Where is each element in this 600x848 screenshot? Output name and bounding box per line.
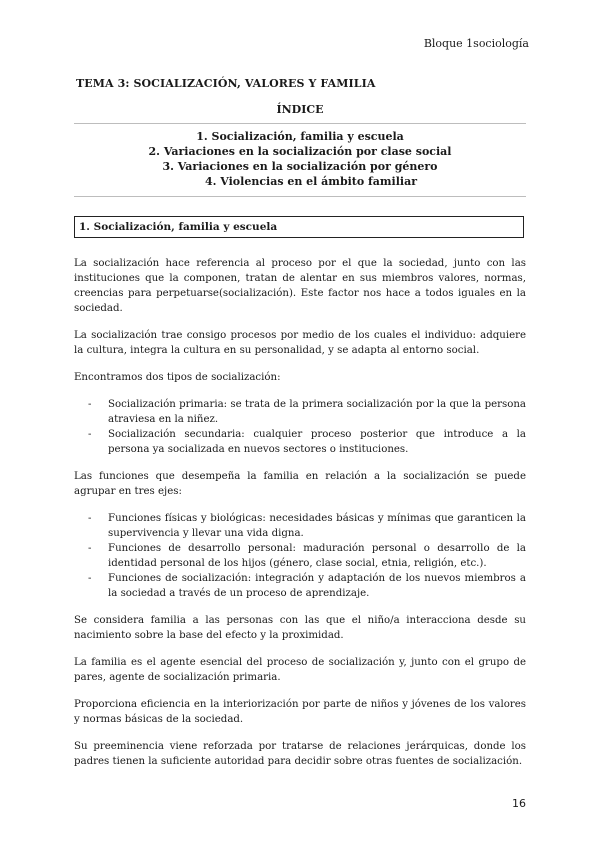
dash-bullet: -: [88, 399, 92, 410]
paragraph: La familia es el agente esencial del proceso de socialización y, junto con el grupo de pares, agente de socialización primaria.: [74, 657, 526, 683]
list-item: [74, 511, 526, 541]
socialization-types-list: [74, 397, 526, 457]
list-item-text: Funciones de desarrollo personal: maduración personal o desarrollo de la identidad personal de los hijos (género, clase social, etnia, religión, etc.).: [108, 543, 526, 569]
document-title: TEMA 3: SOCIALIZACIÓN, VALORES Y FAMILIA: [76, 77, 376, 90]
body-text: [74, 256, 526, 781]
paragraph: Proporciona eficiencia en la interiorización por parte de niños y jóvenes de los valores y normas básicas de la sociedad.: [74, 699, 526, 725]
paragraph: La socialización trae consigo procesos por medio de los cuales el individuo: adquiere la cultura, integra la cultura en su personalidad, y se adapta al entorno social.: [74, 330, 526, 356]
index-item: 2. Variaciones en la socialización por clase social: [148, 145, 452, 158]
dash-bullet: -: [88, 429, 92, 440]
dash-bullet: -: [88, 573, 92, 584]
section-heading: 1. Socialización, familia y escuela: [79, 221, 278, 233]
list-item: [74, 571, 526, 601]
index-item: 4. Violencias en el ámbito familiar: [204, 175, 418, 188]
list-item: [74, 397, 526, 427]
index-top-divider: [74, 123, 526, 124]
index-item: 1. Socialización, familia y escuela: [196, 130, 404, 143]
section-heading-box: [74, 216, 524, 238]
paragraph: Se considera familia a las personas con las que el niño/a interacciona desde su nacimiento sobre la base del efecto y la proximidad.: [74, 615, 526, 641]
family-functions-list: [74, 511, 526, 601]
paragraph: Su preeminencia viene reforzada por tratarse de relaciones jerárquicas, donde los padres tienen la suficiente autoridad para decidir sobre otras fuentes de socialización.: [74, 741, 526, 767]
paragraph: La socialización hace referencia al proceso por el que la sociedad, junto con las instituciones que la componen, tratan de alentar en sus miembros valores, normas, creencias para perpetuarse(socialización). Este factor nos hace a todos iguales en la sociedad.: [74, 258, 526, 314]
list-item-text: Funciones de socialización: integración y adaptación de los nuevos miembros a la sociedad a través de un proceso de aprendizaje.: [108, 573, 526, 599]
list-item: [74, 541, 526, 571]
index-item: 3. Variaciones en la socialización por género: [162, 160, 438, 173]
index-bottom-divider: [74, 196, 526, 197]
index-list: [0, 129, 600, 189]
paragraph: Las funciones que desempeña la familia en relación a la socialización se puede agrupar en tres ejes:: [74, 471, 526, 497]
page-number: 16: [512, 797, 526, 810]
list-item-text: Funciones físicas y biológicas: necesidades básicas y mínimas que garanticen la supervivencia y llevar una vida digna.: [108, 513, 526, 539]
index-heading: ÍNDICE: [276, 103, 324, 116]
list-item-text: Socialización secundaria: cualquier proceso posterior que introduce a la persona ya socializada en nuevos sectores o instituciones.: [108, 429, 526, 455]
paragraph: Encontramos dos tipos de socialización:: [74, 372, 281, 383]
list-item: [74, 427, 526, 457]
dash-bullet: -: [88, 543, 92, 554]
dash-bullet: -: [88, 513, 92, 524]
running-header: Bloque 1sociología: [423, 37, 529, 50]
list-item-text: Socialización primaria: se trata de la primera socialización por la que la persona atraviesa en la niñez.: [108, 399, 526, 425]
